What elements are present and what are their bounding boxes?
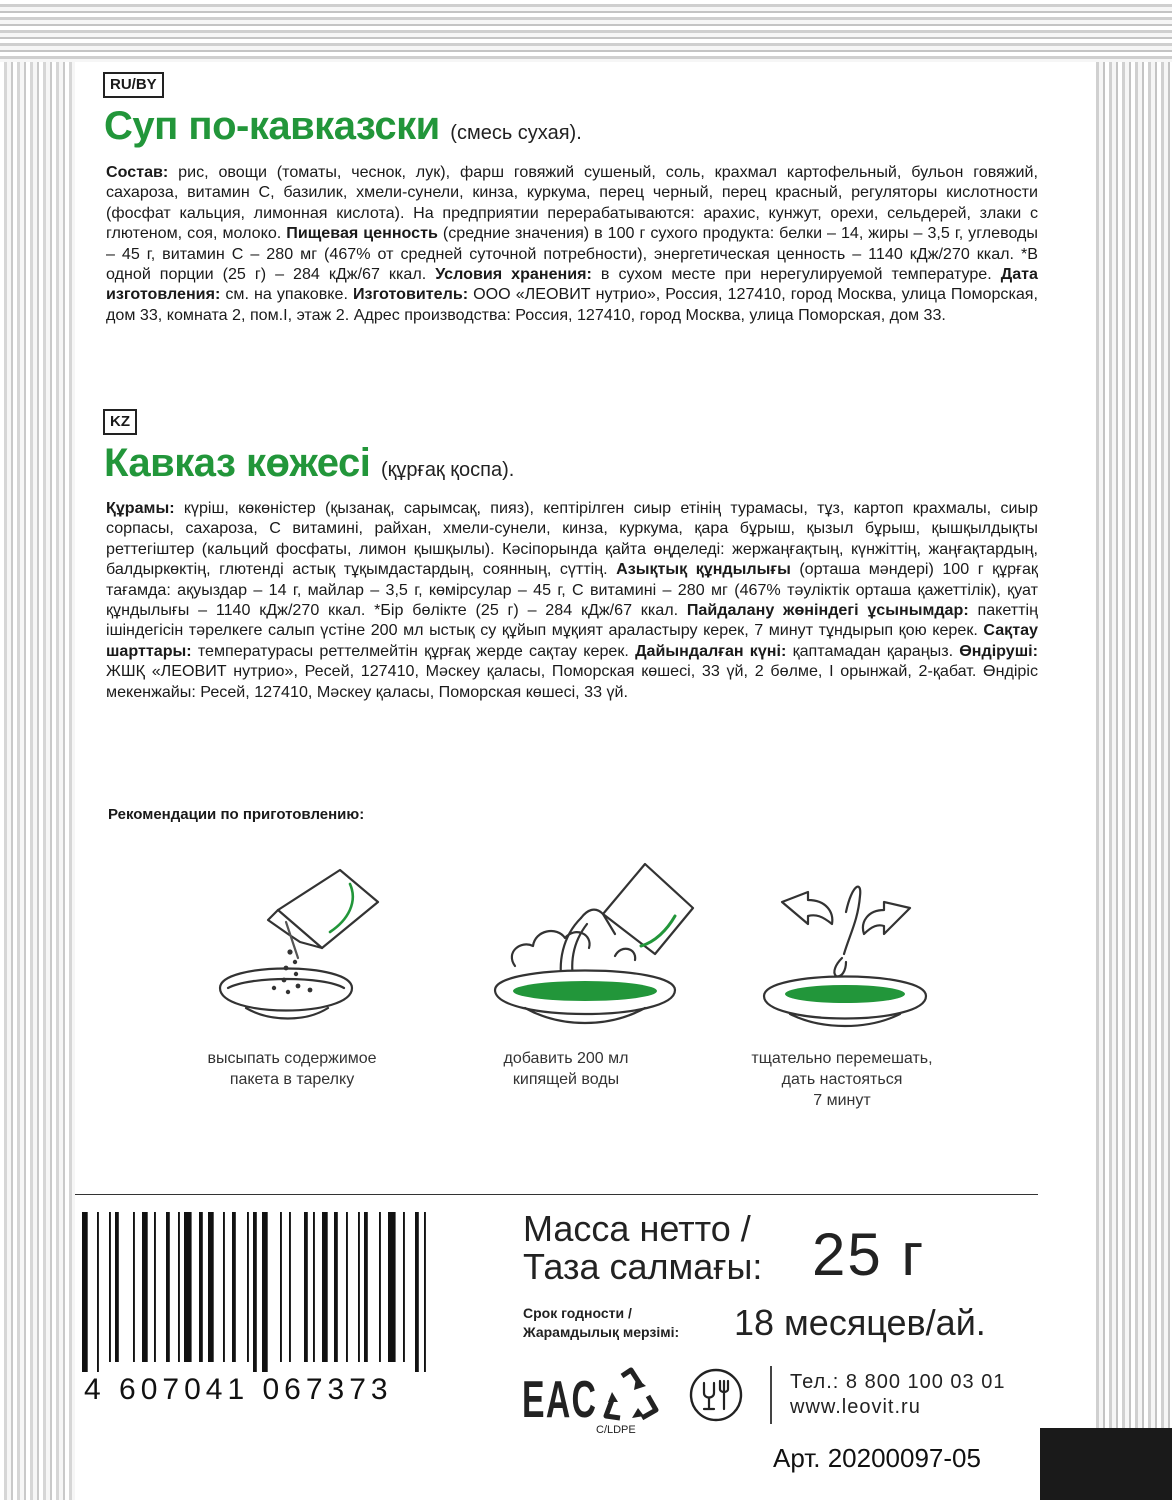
storage-label-kz: Сақтау шарттары:: [106, 621, 1038, 660]
step-caption-3: [722, 1048, 962, 1111]
date-text-ru: см. на упаковке.: [220, 285, 348, 304]
barcode-bar: [304, 1212, 308, 1362]
barcode-bar: [289, 1212, 291, 1362]
article-number: Арт. 20200097-05: [773, 1443, 981, 1473]
maker-label-kz: Өндіруші:: [959, 641, 1038, 660]
step-1-line-2: пакета в тарелку: [229, 1071, 355, 1088]
barcode-bar: [166, 1212, 170, 1362]
spoon-stir-icon: [760, 872, 930, 1032]
barcode-bar: [133, 1212, 135, 1362]
barcode-bar: [97, 1212, 99, 1372]
usage-label-kz: Пайдалану жөніндегі ұсынымдар:: [686, 601, 969, 620]
title-kz: [104, 441, 514, 486]
recommendations-title: Рекомендации по приготовлению:: [108, 806, 365, 823]
barcode-bar: [358, 1212, 360, 1362]
maker-text-ru: ООО «ЛЕОВИТ нутрио», Россия, 127410, город Москва, улица Поморская, дом 33, комната 2, пом.I, этаж 2. Адрес производства: Россия, 127410, город Москва, улица Поморская, дом 33.: [106, 285, 1038, 324]
step-3-line-2: дать настояться: [781, 1071, 903, 1088]
barcode-bar: [208, 1212, 214, 1362]
nutrition-text-kz: (орташа мәндері) 100 г құрғақ тағамда: ақуыздар – 14 г, майлар – 3,5 г, көмірсулар – 45 г, С витамині – 280 мг (467% тәуліктік орташа қажеттілік), қуат құндылығы – 1140 кДж/270 ккал. *Бір бөлікте (25 г) – 284 кДж/67 ккал.: [106, 560, 1038, 620]
nutrition-label-ru: Пищевая ценность: [286, 224, 438, 243]
composition-text-ru: рис, овощи (томаты, чеснок, лук), фарш говяжий сушеный, соль, крахмал картофельный, бульон говяжий, сахароза, витамин С, базилик, хмели-сунели, кинза, куркума, перец черный, перец красный, регуляторы кислотности (фосфат кальция, лимонная кислота). На предприятии перерабатываются: арахис, кунжут, орехи, сельдерей, злаки с глютеном, соя, молоко.: [106, 163, 1038, 243]
website-link[interactable]: www.leovit.ru: [790, 1396, 921, 1418]
barcode-bar: [232, 1212, 236, 1362]
composition-text-kz: күріш, көкөністер (қызанақ, сарымсақ, пияз), кептірілген сиыр етінің турамасы, тұз, картоп крахмалы, сиыр сорпасы, сахароза, С витамині, райхан, хмели-сунели, кинза, куркума, қара бұрыш, қызыл бұрыш, қышқылдықты реттегіштер (кальций фосфаты, лимон қышқылы). Кәсіпорында қайта өңделеді: жержаңғақтың, күнжіттің, жаңғақтардың, балдыркөктің, глютенді астық тұқымдастардың, соянның, сүттің.: [106, 499, 1038, 579]
barcode-bar: [82, 1212, 88, 1372]
title-kz-sub: (құрғақ қоспа).: [380, 459, 515, 481]
sachet-pour-icon: [190, 862, 390, 1032]
step-3-line-3: 7 минут: [813, 1092, 871, 1109]
title-ru: [104, 104, 582, 149]
date-label-ru: Дата изготовления:: [106, 265, 1038, 304]
barcode-bar: [388, 1212, 396, 1362]
recycle-label: C/LDPE: [596, 1424, 636, 1436]
date-label-kz: Дайындалған күні:: [635, 641, 787, 660]
barcode-bar: [403, 1212, 405, 1362]
package-seam-top: [0, 0, 1172, 62]
maker-text-kz: ЖШҚ «ЛЕОВИТ нутрио», Ресей, 127410, Мәскеу қаласы, Поморская көшесі, 33 үй, 2 бөлме, I орынжай, 2-қабат. Өндіріс мекенжайы: Ресей, 127410, Мәскеу қаласы, Поморская көшесі, 33 үй.: [106, 662, 1038, 701]
package-seam-right: [1092, 0, 1172, 1500]
title-ru-main: Суп по-кавказски: [104, 104, 440, 148]
print-mark: [1040, 1428, 1172, 1500]
step-1-line-1: высыпать содержимое: [207, 1050, 377, 1067]
barcode-bar: [346, 1212, 348, 1362]
package-seam-left: [0, 0, 75, 1500]
barcode-bar: [262, 1212, 268, 1372]
step-2-line-2: кипящей воды: [512, 1071, 620, 1088]
storage-label-ru: Условия хранения:: [435, 265, 592, 284]
net-weight-label-ru: Масса нетто /: [523, 1208, 751, 1249]
barcode: [80, 1212, 452, 1372]
step-2-line-1: добавить 200 мл: [503, 1050, 629, 1067]
net-weight-value: 25 г: [812, 1221, 926, 1288]
storage-text-ru: в сухом месте при нерегулируемой температуре.: [591, 265, 1001, 284]
barcode-bar: [223, 1212, 225, 1362]
date-text-kz: қаптамадан қараңыз.: [786, 641, 960, 660]
recycle-icon: [598, 1366, 664, 1426]
barcode-bar: [280, 1212, 282, 1362]
barcode-bar: [178, 1212, 180, 1362]
contacts: [790, 1370, 1005, 1420]
barcode-bar: [322, 1212, 328, 1362]
title-kz-main: Кавказ көжесі: [104, 441, 371, 485]
composition-label-ru: Состав:: [106, 163, 169, 181]
barcode-bar: [109, 1212, 111, 1362]
nutrition-text-ru: (средние значения) в 100 г сухого продукта: белки – 14, жиры – 3,5 г, углеводы – 45 г, витамин С – 280 мг (467% от средней суточной потребности), энергетическая ценность – 1140 кДж/270 ккал. *В одной порции (25 г) – 284 кДж/67 ккал.: [106, 224, 1039, 284]
description-ru: [106, 162, 1038, 325]
barcode-bar: [199, 1212, 203, 1362]
maker-label-ru: Изготовитель:: [352, 285, 469, 304]
kettle-pour-icon: [485, 856, 705, 1036]
shelf-life-label: [523, 1304, 679, 1342]
barcode-bar: [142, 1212, 148, 1362]
step-caption-1: [172, 1048, 412, 1090]
shelf-life-label-kz: Жарамдылық мерзімі:: [523, 1324, 680, 1340]
barcode-bar: [184, 1212, 192, 1362]
barcode-bar: [247, 1212, 249, 1362]
description-kz: [106, 498, 1038, 702]
barcode-bar: [334, 1212, 338, 1362]
net-weight-label-kz: Таза салмағы:: [523, 1246, 763, 1287]
food-safe-icon: [688, 1367, 744, 1423]
barcode-bar: [424, 1212, 426, 1372]
lang-tag-ru: RU/BY: [103, 72, 164, 98]
phone-number: Тел.: 8 800 100 03 01: [790, 1371, 1006, 1393]
shelf-life-label-ru: Срок годности /: [523, 1305, 632, 1321]
step-3-line-1: тщательно перемешать,: [751, 1050, 933, 1067]
barcode-bar: [364, 1212, 368, 1362]
title-ru-sub: (смесь сухая).: [450, 122, 582, 144]
eac-mark-icon: EAC: [522, 1371, 598, 1429]
step-caption-2: [446, 1048, 686, 1090]
usage-text-kz: пакеттің ішіндегісін тәрелкеге салып үстіне 200 мл ыстық су құйып мұқият араластыру керек, 7 минут тұндырып қою керек.: [106, 601, 1038, 640]
composition-label-kz: Құрамы:: [106, 499, 175, 517]
shelf-life-value: 18 месяцев/ай.: [734, 1302, 986, 1343]
barcode-bar: [253, 1212, 257, 1372]
barcode-bar: [115, 1212, 119, 1362]
barcode-bar: [379, 1212, 381, 1362]
footer-divider: [75, 1194, 1038, 1195]
contacts-divider: [770, 1366, 772, 1424]
net-weight-label: [523, 1210, 762, 1286]
nutrition-label-kz: Азықтық құндылығы: [616, 560, 791, 579]
storage-text-kz: температурасы реттелмейтін құрғақ жерде сақтау керек.: [191, 641, 636, 660]
barcode-number: 4 607041 067373: [84, 1373, 393, 1406]
barcode-bar: [154, 1212, 156, 1362]
barcode-bar: [313, 1212, 315, 1362]
barcode-bar: [415, 1212, 419, 1372]
lang-tag-kz: KZ: [103, 409, 137, 435]
